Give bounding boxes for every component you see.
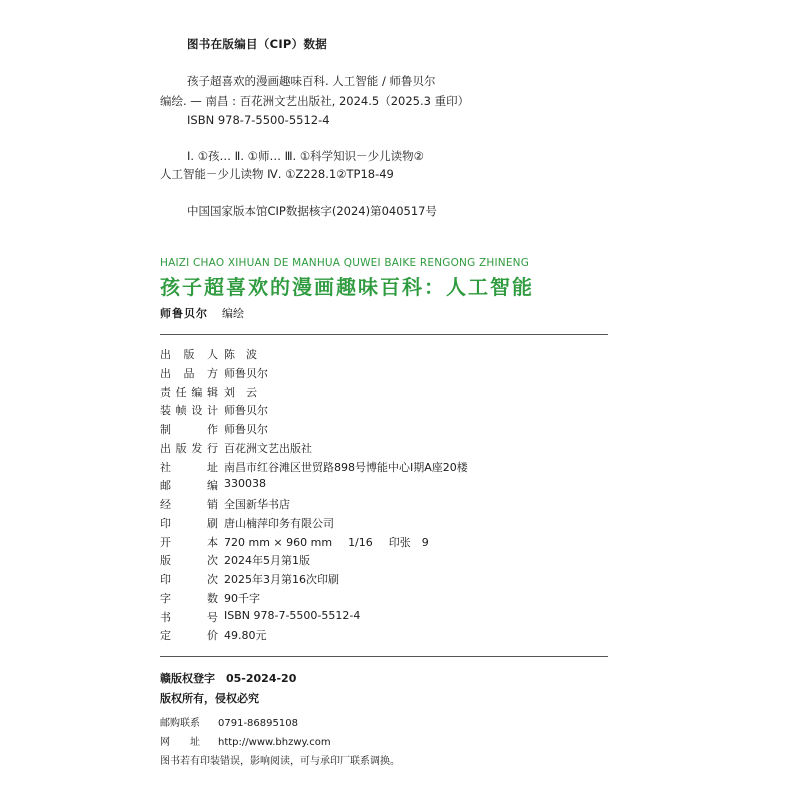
info-label: 字 数 — [160, 592, 218, 605]
info-row-impression — [160, 571, 339, 589]
mail-order-line — [160, 714, 298, 729]
info-value: 2024年5月第1版 — [224, 554, 310, 567]
info-row-distributor — [160, 440, 312, 458]
cip-line: 孩子超喜欢的漫画趣味百科. 人工智能 / 师鲁贝尔 — [187, 74, 436, 88]
website-line — [160, 733, 331, 748]
info-value: 49.80元 — [224, 629, 267, 642]
info-value: 陈 波 — [224, 348, 257, 361]
info-label: 书 号 — [160, 611, 218, 624]
info-row-price — [160, 627, 267, 645]
info-value: 百花洲文艺出版社 — [224, 442, 312, 455]
info-row-address — [160, 459, 468, 477]
info-label: 印 次 — [160, 573, 218, 586]
info-value: 师鲁贝尔 — [224, 423, 268, 436]
info-value: 师鲁贝尔 — [224, 367, 268, 380]
author-line — [160, 305, 244, 321]
info-label: 制 作 — [160, 423, 218, 436]
info-row-words — [160, 590, 260, 608]
cip-line: Ⅰ. ①孩… Ⅱ. ①师… Ⅲ. ①科学知识－少儿读物② — [187, 149, 424, 163]
cip-heading: 图书在版编目（CIP）数据 — [187, 37, 328, 51]
rights-statement: 版权所有，侵权必究 — [160, 692, 259, 705]
info-label: 经 销 — [160, 498, 218, 511]
copyright-registration: 赣版权登字 05-2024-20 — [160, 672, 297, 685]
info-value: 90千字 — [224, 592, 260, 605]
info-row-editor — [160, 384, 257, 402]
info-label: 出 版 发 行 — [160, 442, 218, 455]
info-row-seller — [160, 496, 290, 514]
info-row-producer — [160, 365, 268, 383]
info-label: 印 刷 — [160, 517, 218, 530]
print-error-notice: 图书若有印装错误，影响阅读，可与承印厂联系调换。 — [160, 756, 400, 767]
info-label: 邮 编 — [160, 479, 218, 492]
author-name: 师鲁贝尔 — [160, 307, 208, 320]
cip-number: 中国国家版本馆CIP数据核字(2024)第040517号 — [187, 204, 437, 218]
cip-line: 人工智能－少儿读物 Ⅳ. ①Z228.1②TP18-49 — [160, 167, 394, 181]
info-row-make — [160, 421, 268, 439]
info-label: 开 本 — [160, 536, 218, 549]
info-value: 720 mm × 960 mm 1/16 印张 9 — [224, 536, 429, 549]
info-value: 全国新华书店 — [224, 498, 290, 511]
info-row-postcode — [160, 477, 266, 495]
info-label: 出 版 人 — [160, 348, 218, 361]
website-url: http://www.bhzwy.com — [218, 737, 331, 748]
cip-line: ISBN 978-7-5500-5512-4 — [187, 113, 330, 127]
info-value: 唐山楠萍印务有限公司 — [224, 517, 334, 530]
mail-order-phone: 0791-86895108 — [218, 718, 298, 729]
info-label: 社 址 — [160, 461, 218, 474]
info-value: 330038 — [224, 477, 266, 490]
info-row-edition — [160, 552, 310, 570]
book-title: 孩子超喜欢的漫画趣味百科：人工智能 — [160, 275, 534, 299]
info-label: 出 品 方 — [160, 367, 218, 380]
info-row-format — [160, 534, 429, 552]
info-row-publisher — [160, 346, 257, 364]
info-value: ISBN 978-7-5500-5512-4 — [224, 609, 361, 622]
info-row-printer — [160, 515, 334, 533]
author-role: 编绘 — [222, 307, 244, 320]
info-row-design — [160, 402, 268, 420]
divider — [160, 334, 608, 335]
info-label: 责 任 编 辑 — [160, 386, 218, 399]
info-label: 版 次 — [160, 554, 218, 567]
info-label: 装 帧 设 计 — [160, 404, 218, 417]
cip-line: 编绘. — 南昌 : 百花洲文艺出版社, 2024.5（2025.3 重印） — [160, 94, 470, 108]
info-label: 定 价 — [160, 629, 218, 642]
book-title-pinyin: HAIZI CHAO XIHUAN DE MANHUA QUWEI BAIKE RENGONG ZHINENG — [160, 257, 530, 269]
info-value: 师鲁贝尔 — [224, 404, 268, 417]
info-value: 2025年3月第16次印刷 — [224, 573, 339, 586]
info-value: 南昌市红谷滩区世贸路898号博能中心Ⅰ期A座20楼 — [224, 461, 468, 474]
divider — [160, 656, 608, 657]
mail-order-label: 邮购联系 — [160, 718, 200, 729]
info-value: 刘 云 — [224, 386, 257, 399]
info-row-isbn — [160, 609, 360, 627]
website-label: 网 址 — [160, 737, 200, 748]
